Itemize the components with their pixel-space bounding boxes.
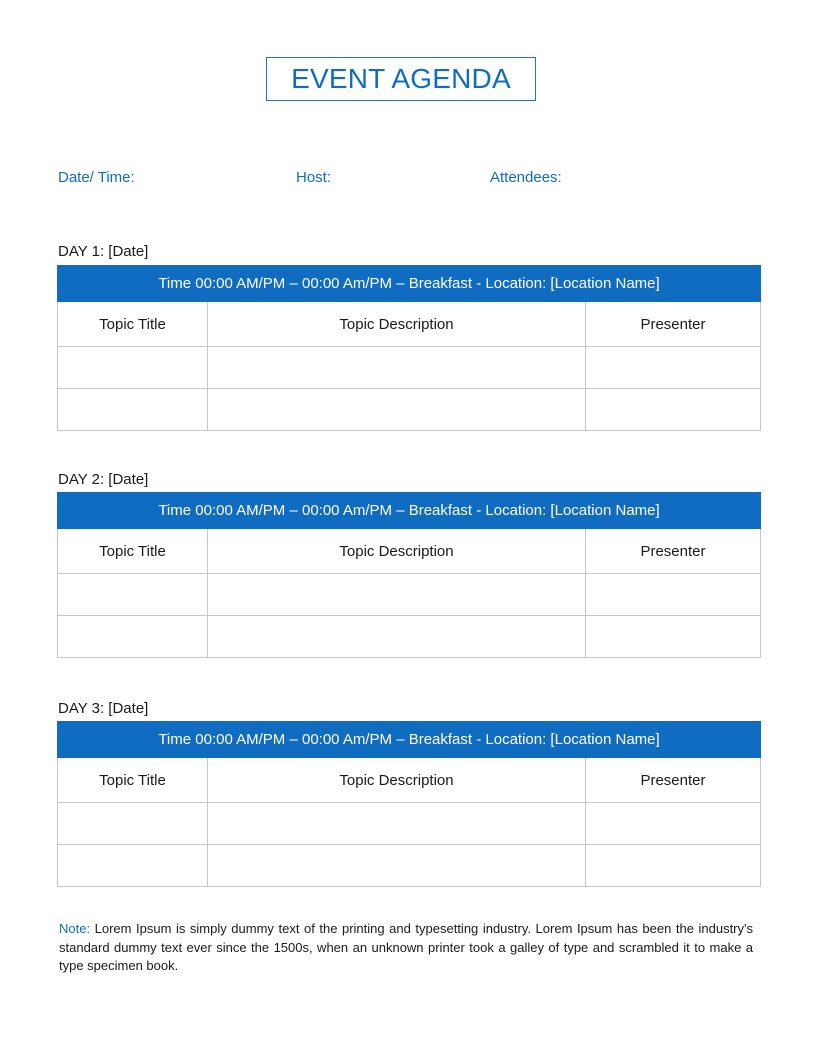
topic-title-column: Topic Title xyxy=(58,529,208,574)
host-label: Host: xyxy=(296,169,332,186)
presenter-column: Presenter xyxy=(586,529,761,574)
attendees-label: Attendees: xyxy=(490,169,562,186)
table-cell[interactable] xyxy=(586,803,761,845)
table-row xyxy=(58,389,761,431)
date-time-label: Date/ Time: xyxy=(58,169,135,186)
topic-title-column: Topic Title xyxy=(58,758,208,803)
table-row xyxy=(58,616,761,658)
table-cell[interactable] xyxy=(586,616,761,658)
table-cell[interactable] xyxy=(58,803,208,845)
table-cell[interactable] xyxy=(586,347,761,389)
table-cell[interactable] xyxy=(58,389,208,431)
table-cell[interactable] xyxy=(58,574,208,616)
day-2-label: DAY 2: [Date] xyxy=(58,471,149,488)
note-paragraph xyxy=(59,920,753,976)
presenter-column: Presenter xyxy=(586,302,761,347)
table-cell[interactable] xyxy=(208,616,586,658)
day-1-label: DAY 1: [Date] xyxy=(58,243,149,260)
table-row xyxy=(58,845,761,887)
topic-title-column: Topic Title xyxy=(58,302,208,347)
day-3-label: DAY 3: [Date] xyxy=(58,700,149,717)
day-3-columns-row xyxy=(58,758,761,803)
table-cell[interactable] xyxy=(58,845,208,887)
day-2-header-row xyxy=(58,493,761,529)
topic-description-column: Topic Description xyxy=(208,302,586,347)
day-3-header-row xyxy=(58,722,761,758)
table-row xyxy=(58,803,761,845)
day-1-table xyxy=(57,265,761,431)
day-2-table xyxy=(57,492,761,658)
table-cell[interactable] xyxy=(208,574,586,616)
note-label: Note: xyxy=(59,921,91,936)
table-cell[interactable] xyxy=(58,347,208,389)
table-cell[interactable] xyxy=(586,389,761,431)
topic-description-column: Topic Description xyxy=(208,758,586,803)
table-cell[interactable] xyxy=(208,347,586,389)
day-1-columns-row xyxy=(58,302,761,347)
day-2-columns-row xyxy=(58,529,761,574)
table-cell[interactable] xyxy=(586,845,761,887)
table-cell[interactable] xyxy=(208,803,586,845)
day-1-header: Time 00:00 AM/PM – 00:00 Am/PM – Breakfast - Location: [Location Name] xyxy=(58,266,761,302)
day-3-header: Time 00:00 AM/PM – 00:00 Am/PM – Breakfast - Location: [Location Name] xyxy=(58,722,761,758)
table-cell[interactable] xyxy=(208,389,586,431)
day-2-header: Time 00:00 AM/PM – 00:00 Am/PM – Breakfast - Location: [Location Name] xyxy=(58,493,761,529)
table-cell[interactable] xyxy=(208,845,586,887)
day-3-table xyxy=(57,721,761,887)
table-row xyxy=(58,347,761,389)
table-row xyxy=(58,574,761,616)
title-box xyxy=(266,57,536,101)
page-title: EVENT AGENDA xyxy=(291,63,511,94)
table-cell[interactable] xyxy=(586,574,761,616)
presenter-column: Presenter xyxy=(586,758,761,803)
table-cell[interactable] xyxy=(58,616,208,658)
topic-description-column: Topic Description xyxy=(208,529,586,574)
note-text: Lorem Ipsum is simply dummy text of the printing and typesetting industry. Lorem Ipsum has been the industry's standard dummy text ever since the 1500s, when an unknown printer took a galley of type and scrambled it to make a type specimen book. xyxy=(59,921,753,973)
day-1-header-row xyxy=(58,266,761,302)
